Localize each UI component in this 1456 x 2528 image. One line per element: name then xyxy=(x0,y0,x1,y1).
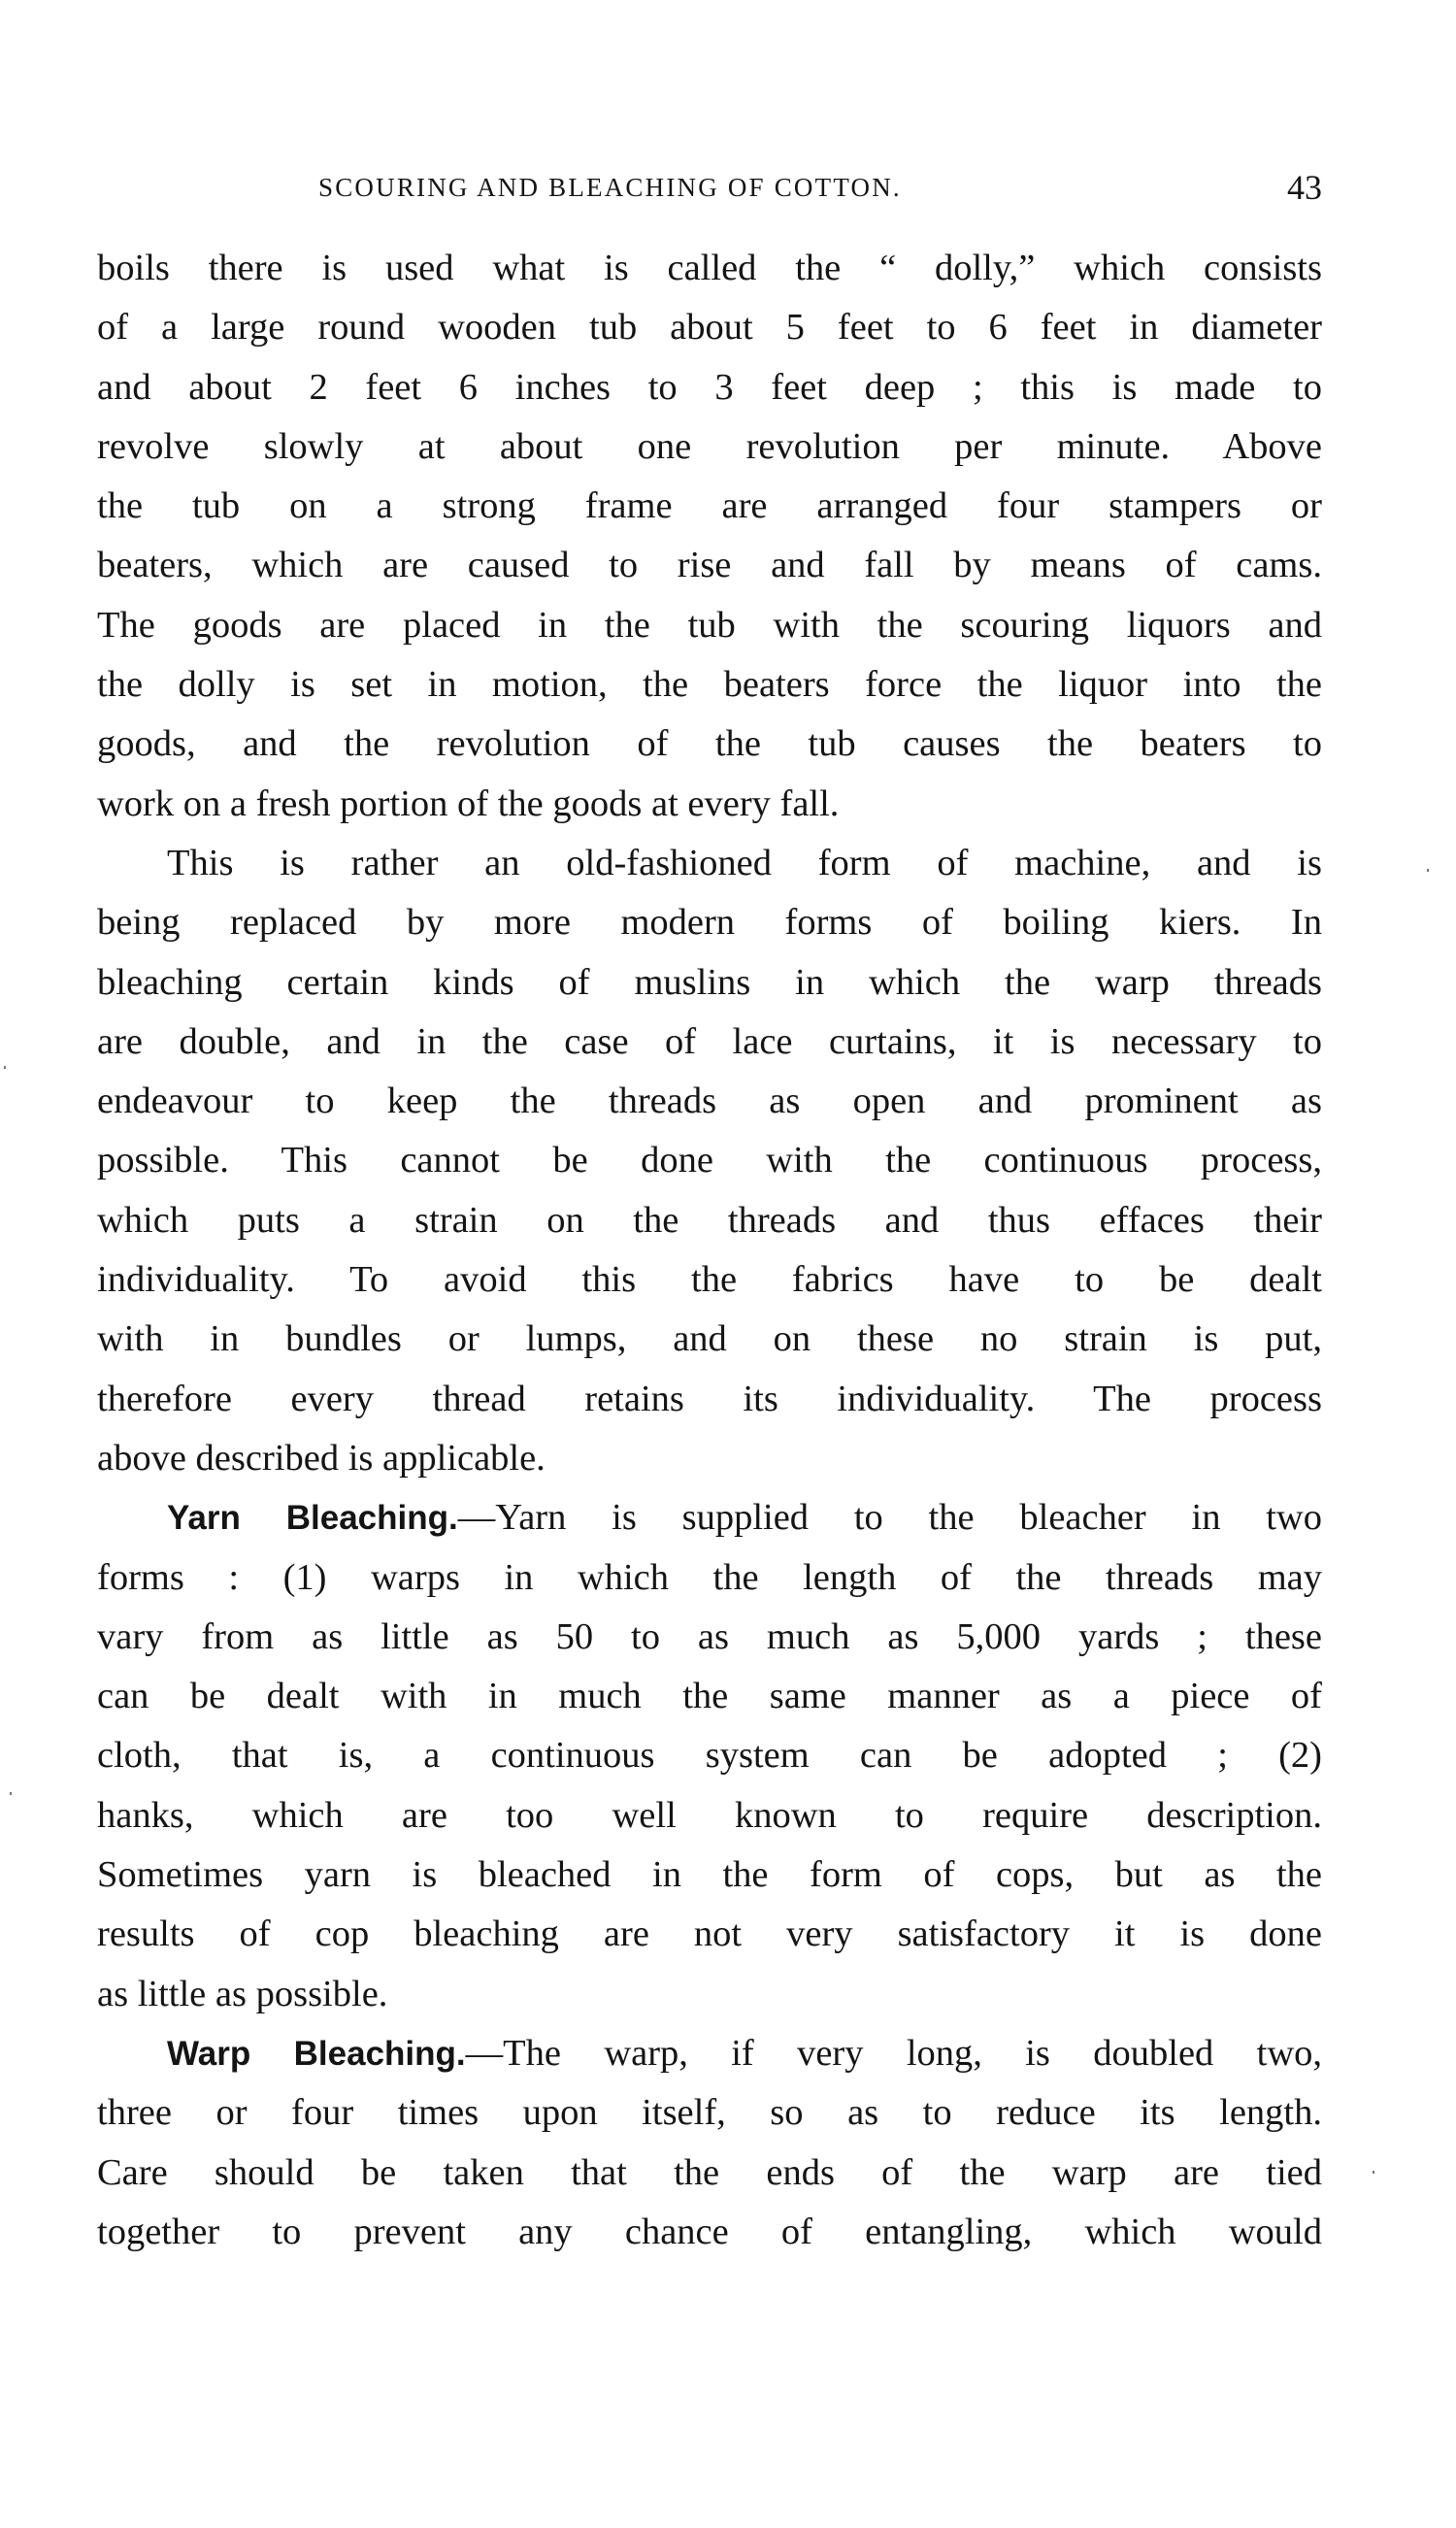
text-line: hanks, which are too well known to require description. xyxy=(97,1794,1322,1836)
text-line: above described is applicable. xyxy=(97,1437,546,1479)
text-line: with in bundles or lumps, and on these no strain is put, xyxy=(97,1318,1322,1360)
paragraph-warp-bleaching xyxy=(97,2024,1322,2262)
text-line: boils there is used what is called the “ dolly,” which consists xyxy=(97,248,1322,288)
text-line: possible. This cannot be done with the continuous process, xyxy=(97,1140,1322,1181)
text-line: vary from as little as 50 to as much as 5,000 yards ; these xyxy=(97,1615,1322,1657)
run-in-heading: Yarn Bleaching. xyxy=(167,1499,458,1538)
text-line: the dolly is set in motion, the beaters force the liquor into the xyxy=(97,664,1322,706)
scan-speck xyxy=(1373,2171,1374,2174)
text-line: and about 2 feet 6 inches to 3 feet deep ; this is made to xyxy=(97,366,1322,408)
text-line: which puts a strain on the threads and thus effaces their xyxy=(97,1199,1322,1241)
paragraph-yarn-bleaching xyxy=(97,1488,1322,2024)
text-line: forms : (1) warps in which the length of the threads may xyxy=(97,1556,1322,1598)
run-in-heading: Warp Bleaching. xyxy=(167,2034,466,2073)
scan-speck xyxy=(1427,869,1429,872)
paragraph xyxy=(97,239,1322,834)
text-line: as little as possible. xyxy=(97,1973,388,2014)
text-line: are double, and in the case of lace curtains, it is necessary to xyxy=(97,1020,1322,1062)
text-line: can be dealt with in much the same manner as a piece of xyxy=(97,1676,1322,1717)
text-line: results of cop bleaching are not very satisfactory it is done xyxy=(97,1913,1322,1955)
text-line: Sometimes yarn is bleached in the form of cops, but as the xyxy=(97,1854,1322,1896)
text-line: therefore every thread retains its individuality. The process xyxy=(97,1378,1322,1419)
text-line xyxy=(97,1488,1322,1547)
line-text: —The warp, if very long, is doubled two, xyxy=(465,2032,1322,2074)
text-line: endeavour to keep the threads as open and prominent as xyxy=(97,1081,1322,1122)
text-line: three or four times upon itself, so as to reduce its length. xyxy=(97,2092,1322,2134)
text-line xyxy=(97,2024,1322,2083)
body-text xyxy=(97,239,1322,2262)
line-text: —Yarn is supplied to the bleacher in two xyxy=(457,1497,1322,1539)
page-number: 43 xyxy=(1287,168,1322,207)
text-line: being replaced by more modern forms of boiling kiers. In xyxy=(97,902,1322,944)
text-line: cloth, that is, a continuous system can be adopted ; (2) xyxy=(97,1735,1322,1777)
text-line: the tub on a strong frame are arranged four stampers or xyxy=(97,485,1322,527)
text-line: The goods are placed in the tub with the scouring liquors and xyxy=(97,604,1322,646)
text-line: individuality. To avoid this the fabrics have to be dealt xyxy=(97,1259,1322,1301)
paragraph xyxy=(97,834,1322,1488)
text-line: beaters, which are caused to rise and fall by means of cams. xyxy=(97,545,1322,586)
text-line: bleaching certain kinds of muslins in which the warp threads xyxy=(97,961,1322,1003)
text-line: together to prevent any chance of entangling, which would xyxy=(97,2211,1322,2252)
text-line: Care should be taken that the ends of the warp are tied xyxy=(97,2151,1322,2193)
text-line: goods, and the revolution of the tub causes the beaters to xyxy=(97,723,1322,765)
running-head xyxy=(97,167,1322,206)
scan-speck xyxy=(10,1792,12,1795)
text-line: This is rather an old-fashioned form of machine, and is xyxy=(167,842,1322,883)
text-line: work on a fresh portion of the goods at every fall. xyxy=(97,782,840,824)
scan-speck xyxy=(4,1066,6,1069)
text-line: revolve slowly at about one revolution per minute. Above xyxy=(97,425,1322,467)
text-line: of a large round wooden tub about 5 feet to 6 feet in diameter xyxy=(97,307,1322,349)
running-title: SCOURING AND BLEACHING OF COTTON. xyxy=(318,173,902,202)
